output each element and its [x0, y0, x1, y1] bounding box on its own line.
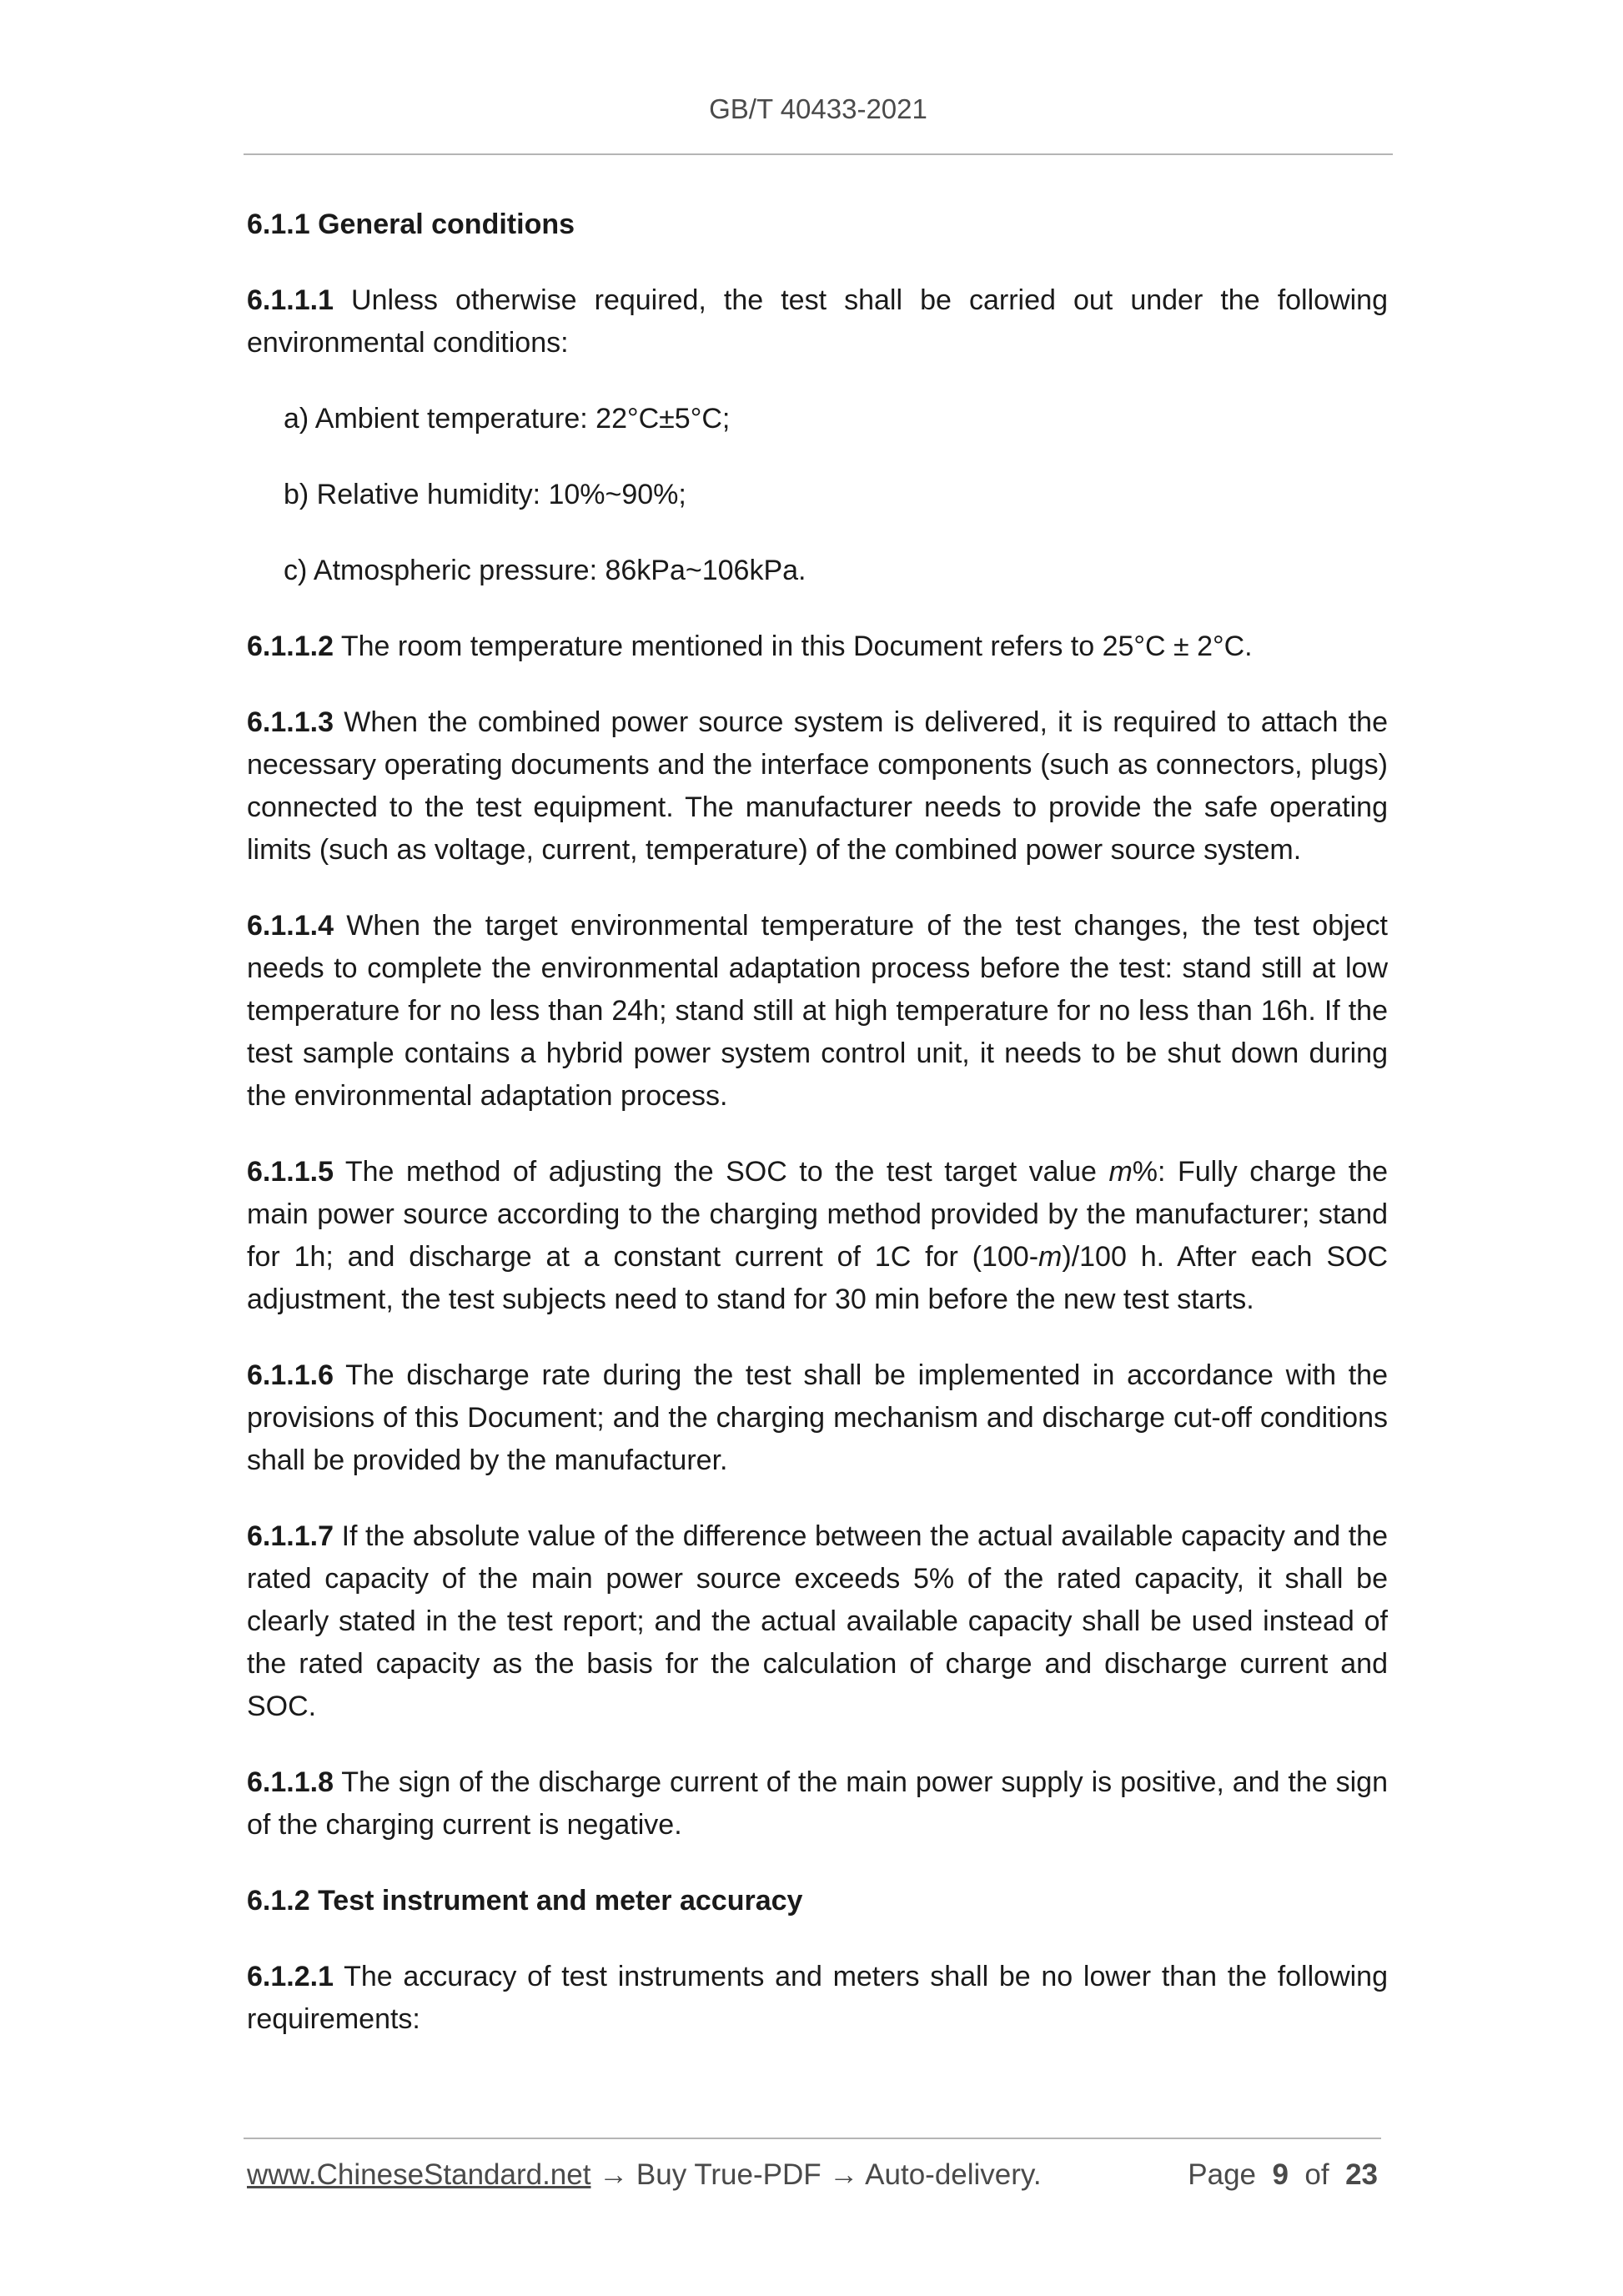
clause-number: 6.1.1.6	[247, 1359, 334, 1391]
page-indicator	[1188, 2158, 1378, 2192]
clause-number: 6.1.1.8	[247, 1766, 334, 1798]
section-heading-6-1-1: 6.1.1 General conditions	[247, 208, 575, 240]
clause-6-1-1-6	[247, 1354, 1388, 1482]
list-item-a: a) Ambient temperature: 22°C±5°C;	[284, 403, 731, 435]
clause-text: If the absolute value of the difference between the actual available capacity and the rated capacity of the main power source exceeds 5% of the rated capacity, it shall be clearly stated in the test report; and the actual available capacity shall be used instead of the rated capacity as the basis for the calculation of charge and discharge current and SOC.	[247, 1520, 1388, 1722]
clause-6-1-1-1	[247, 279, 1388, 364]
clause-number: 6.1.1.4	[247, 910, 334, 942]
footer-promo-text: → Buy True-PDF → Auto-delivery.	[590, 2158, 1042, 2191]
page-label: Page	[1188, 2158, 1257, 2191]
clause-6-1-1-3	[247, 701, 1388, 872]
clause-6-1-1-5	[247, 1151, 1388, 1321]
clause-number: 6.1.1.1	[247, 284, 334, 316]
clause-6-1-1-7	[247, 1515, 1388, 1728]
website-link[interactable]: www.ChineseStandard.net	[247, 2158, 591, 2191]
total-pages: 23	[1345, 2158, 1378, 2191]
clause-6-1-1-8	[247, 1761, 1388, 1846]
clause-text: %: Fully charge the main power source according to the charging method provided by the manufacturer; stand for 1h; and discharge at a constant current of 1C for (100-	[247, 1156, 1388, 1273]
page-of-label: of	[1304, 2158, 1329, 2191]
clause-text: The room temperature mentioned in this Document refers to 25°C ± 2°C.	[333, 631, 1253, 662]
list-item-b: b) Relative humidity: 10%~90%;	[284, 479, 686, 510]
clause-6-1-2-1	[247, 1956, 1388, 2041]
clause-text: )/100 h. After each SOC adjustment, the test subjects need to stand for 30 min before the new test starts.	[247, 1241, 1389, 1315]
header-divider	[244, 153, 1393, 155]
clause-number: 6.1.1.3	[247, 706, 334, 738]
clause-6-1-1-4	[247, 905, 1388, 1118]
clause-number: 6.1.1.7	[247, 1520, 334, 1552]
list-item-c: c) Atmospheric pressure: 86kPa~106kPa.	[284, 555, 806, 586]
clause-number: 6.1.1.2	[247, 631, 334, 662]
clause-text: The method of adjusting the SOC to the test target value	[333, 1156, 1109, 1188]
section-heading-6-1-2: 6.1.2 Test instrument and meter accuracy	[247, 1885, 803, 1917]
page-footer	[247, 2158, 1381, 2192]
clause-text: The sign of the discharge current of the main power supply is positive, and the sign of the charging current is negative.	[247, 1766, 1388, 1841]
clause-text: The accuracy of test instruments and meters shall be no lower than the following requirements:	[247, 1961, 1388, 2035]
clause-number: 6.1.2.1	[247, 1961, 334, 1992]
page-number: 9	[1272, 2158, 1289, 2191]
clause-number: 6.1.1.5	[247, 1156, 334, 1188]
clause-text: When the combined power source system is delivered, it is required to attach the necessary operating documents and the interface components (such as connectors, plugs) connected to the test equipment. The manufacturer needs to provide the safe operating limits (such as voltage, current, temperature) of the combined power source system.	[247, 706, 1388, 866]
document-code-header: GB/T 40433-2021	[709, 93, 927, 124]
clause-6-1-1-2	[247, 625, 1388, 668]
variable-m: m	[1038, 1241, 1063, 1273]
clause-text: Unless otherwise required, the test shall be carried out under the following environmental conditions:	[247, 284, 1388, 359]
footer-promo	[247, 2158, 1042, 2191]
clause-text: The discharge rate during the test shall be implemented in accordance with the provisions of this Document; and the charging mechanism and discharge cut-off conditions shall be provided by the manufacturer.	[247, 1359, 1388, 1476]
clause-text: When the target environmental temperature of the test changes, the test object needs to complete the environmental adaptation process before the test: stand still at low temperature for no less than 24h; stand still at high temperature for no less than 16h. If the test sample contains a hybrid power system control unit, it needs to be shut down during the environmental adaptation process.	[247, 910, 1388, 1112]
footer-divider	[244, 2138, 1381, 2139]
variable-m: m	[1108, 1156, 1133, 1188]
document-body	[247, 203, 1388, 2074]
